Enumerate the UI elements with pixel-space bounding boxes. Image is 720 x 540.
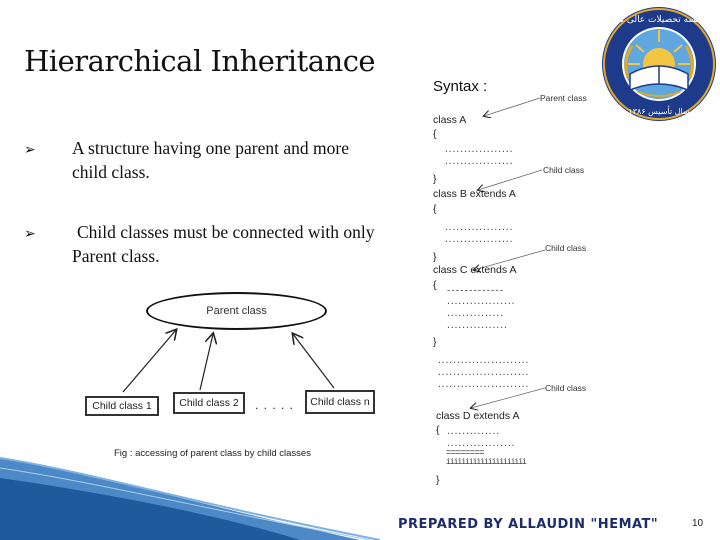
annotation-child-class: Child class <box>543 165 585 175</box>
child-class-1-node <box>85 396 159 416</box>
code-placeholder: ................ <box>446 322 507 331</box>
logo-top-text: موسسه تحصیلات عالی میوند <box>604 15 714 25</box>
annotation-child-class: Child class <box>545 383 587 393</box>
code-open-brace: { <box>433 128 437 140</box>
code-placeholder: .................. <box>446 298 515 307</box>
code-equals-line: ======== <box>446 447 485 457</box>
code-open-brace: { <box>436 424 440 436</box>
code-class-d: class D extends A <box>436 410 520 422</box>
code-placeholder: .................. <box>444 224 513 233</box>
parent-class-node <box>146 292 327 330</box>
code-open-brace: { <box>433 279 437 291</box>
code-placeholder: .................. <box>444 236 513 245</box>
code-placeholder: iiiiiiiiiiiiiiiiiiiii <box>446 458 526 467</box>
code-placeholder: .............. <box>446 428 500 437</box>
code-placeholder: .................. <box>444 158 513 167</box>
code-placeholder: ........................ <box>437 369 529 378</box>
code-placeholder: .................. <box>446 440 515 449</box>
bullet-arrow-icon: ➢ <box>24 226 36 242</box>
logo-bottom-text: سال تأسیس ۱۳۸۶ <box>628 107 690 116</box>
code-placeholder: ........................ <box>437 381 529 390</box>
code-placeholder: ------------- <box>446 286 504 296</box>
code-class-b: class B extends A <box>433 188 516 200</box>
code-class-a: class A <box>433 114 467 126</box>
bullet-text-line1: A structure having one parent and more <box>72 138 349 158</box>
code-placeholder: .................. <box>444 146 513 155</box>
code-class-c: class C extends A <box>433 264 517 276</box>
diagram-ellipsis: . . . . . <box>255 398 295 412</box>
code-close-brace: } <box>436 474 440 486</box>
footer-credit: PREPARED BY ALLAUDIN "HEMAT" <box>398 517 659 532</box>
figure-caption: Fig : accessing of parent class by child classes <box>114 448 311 459</box>
code-close-brace: } <box>433 173 437 185</box>
bullet-text-line2: Parent class. <box>72 246 160 266</box>
page-number: 10 <box>692 518 704 529</box>
code-close-brace: } <box>433 336 437 348</box>
syntax-label: Syntax : <box>433 78 488 95</box>
child-class-2-node <box>173 392 245 414</box>
child-class-1-label: Child class 1 <box>92 400 152 412</box>
code-close-brace: } <box>433 251 437 263</box>
parent-class-label: Parent class <box>206 305 267 317</box>
bullet-arrow-icon: ➢ <box>24 142 36 158</box>
child-class-n-node <box>305 390 375 414</box>
code-placeholder: ........................ <box>437 357 529 366</box>
bullet-text-line1: Child classes must be connected with only <box>77 222 375 242</box>
slide-title: Hierarchical Inheritance <box>24 44 376 78</box>
annotation-parent-class: Parent class <box>540 93 587 103</box>
code-placeholder: ............... <box>446 310 504 319</box>
bullet-text-line2: child class. <box>72 162 150 182</box>
annotation-child-class: Child class <box>545 243 587 253</box>
child-class-n-label: Child class n <box>310 396 370 408</box>
child-class-2-label: Child class 2 <box>179 397 239 409</box>
code-open-brace: { <box>433 203 437 215</box>
